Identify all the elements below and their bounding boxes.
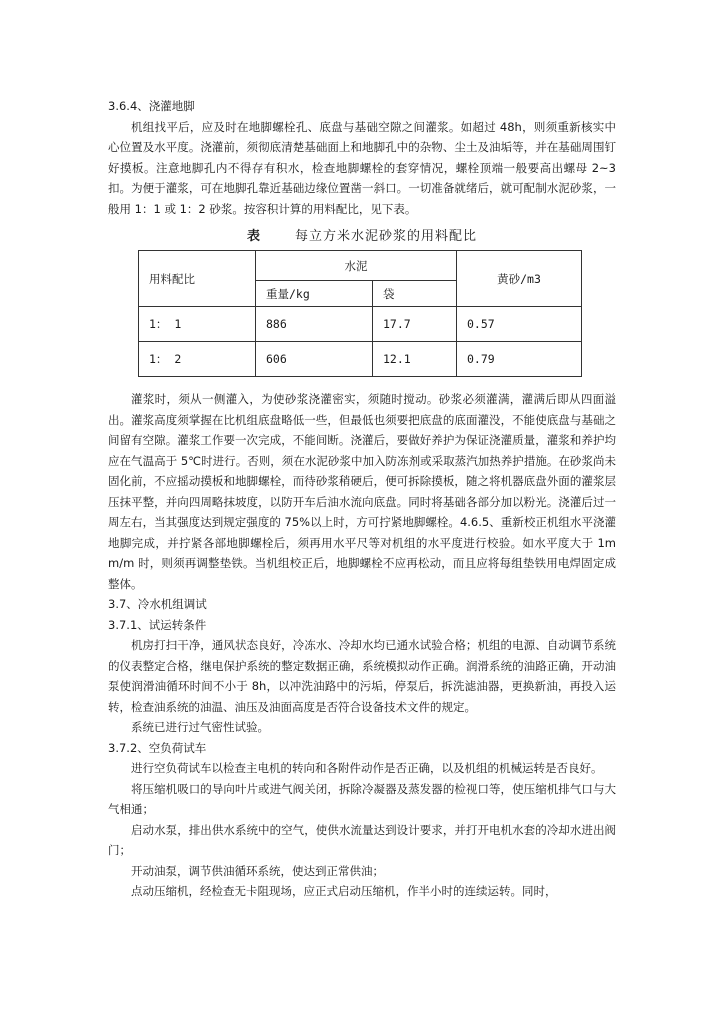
header-cement: 水泥: [256, 251, 457, 281]
paragraph-oil-pump: 开动油泵，调节供油循环系统，使达到正常供油；: [131, 863, 384, 878]
paragraph-start-pump: 启动水泵，排出供水系统中的空气，使供水流量达到设计要求，并打开电机水套的冷却水进出阀门；: [108, 822, 616, 857]
section-heading-3-6-4: 3.6.4、浇灌地脚: [108, 99, 195, 113]
paragraph-no-load-test: 进行空负荷试车以检查主电机的转向和各附件动作是否正确，以及机组的机械运转是否良好。: [131, 761, 603, 775]
cell-bag: 17.7: [373, 307, 457, 342]
table-caption: [108, 225, 616, 244]
paragraph-trial-conditions: 机房打扫干净，通风状态良好，冷冻水、冷却水均已通水试验合格；机组的电源、自动调节系统的仪表整定合格，继电保护系统的整定数据正确，系统模拟动作正确。润滑系统的油路正确，开动油泵使润滑油循环时间不小于 8h，以冲洗油路中的污垢，停泵后，拆洗滤油器，更换新油，再投入运转，检查油系统的油温、油压及油面高度是否符合设备技术文件的规定。: [108, 638, 616, 714]
cell-ratio: 1： 1: [139, 307, 256, 342]
header-bag: 袋: [373, 281, 457, 307]
cell-weight: 606: [256, 342, 373, 377]
table-row: [139, 307, 582, 342]
section-heading-3-7-2: 3.7.2、空负荷试车: [108, 740, 207, 755]
section-heading-3-7: 3.7、冷水机组调试: [108, 597, 207, 611]
table-row: [139, 342, 582, 377]
paragraph-grouting: 灌浆时，须从一侧灌入，为使砂浆浇灌密实，须随时搅动。砂浆必须灌满，灌满后即从四面溢出。灌浆高度须掌握在比机组底盘略低一些，但最低也须要把底盘的底面灌没，不能使底盘与基础之间留有空隙。灌浆工作要一次完成，不能间断。浇灌后，要做好养护为保证浇灌质量，灌浆和养护均应在气温高于 5℃时进行。否则，须在水泥砂浆中加入防冻剂或采取蒸汽加热养护措施。在砂浆尚未固化前，不应摇动摸板和地脚螺栓，而待砂浆稍硬后，便可拆除摸板，随之将机器底盘外面的灌浆层压抹平整，并向四周略抹坡度，以防开车后油水流向底盘。同时将基础各部分加以粉光。浇灌后过一周左右，当其强度达到规定强度的 75%以上时，方可拧紧地脚螺栓。4.6.5、重新校正机组水平浇灌地脚完成，并拧紧各部地脚螺栓后，须再用水平尺等对机组的水平度进行校验。如水平度大于 1mm/m 时，则须再调整垫铁。当机组校正后，地脚螺栓不应再松动，而且应将每组垫铁用电焊固定成整体。: [108, 392, 616, 591]
header-ratio: 用料配比: [139, 251, 256, 307]
section-heading-3-7-1: 3.7.1、试运转条件: [108, 617, 207, 632]
table-caption-label: 表: [246, 229, 261, 244]
paragraph-pour-preparation: 机组找平后，应及时在地脚螺栓孔、底盘与基础空隙之间灌浆。如超过 48h，则须重新核实中心位置及水平度。浇灌前，须彻底清楚基础面上和地脚孔中的杂物、尘土及油垢等，并在基础周围钉好摸板。注意地脚孔内不得存有积水，检查地脚螺栓的套穿情况，螺栓顶端一般要高出螺母 2~3 扣。为便于灌浆，可在地脚孔靠近基础边缘位置凿一斜口。一切准备就绪后，就可配制水泥砂浆，一般用 1：1 或 1：2 砂浆。按容积计算的用料配比，见下表。: [108, 119, 616, 216]
cell-sand: 0.79: [457, 342, 582, 377]
paragraph-airtight-test: 系统已进行过气密性试验。: [131, 720, 269, 734]
document-page: [108, 96, 616, 902]
header-weight: 重量/kg: [256, 281, 373, 307]
paragraph-close-inlet: 将压缩机吸口的导向叶片或进气阀关闭，拆除冷凝器及蒸发器的检视口等，使压缩机排气口与大气相通；: [108, 781, 616, 816]
cell-weight: 886: [256, 307, 373, 342]
cell-ratio: 1： 2: [139, 342, 256, 377]
paragraph-start-compressor: 点动压缩机，经检查无卡阻现场，应正式启动压缩机，作半小时的连续运转。同时，: [131, 884, 557, 898]
cell-bag: 12.1: [373, 342, 457, 377]
mortar-mix-table: [138, 250, 582, 377]
cell-sand: 0.57: [457, 307, 582, 342]
header-sand: 黄砂/m3: [457, 251, 582, 307]
table-caption-title: 每立方米水泥砂浆的用料配比: [295, 229, 478, 244]
